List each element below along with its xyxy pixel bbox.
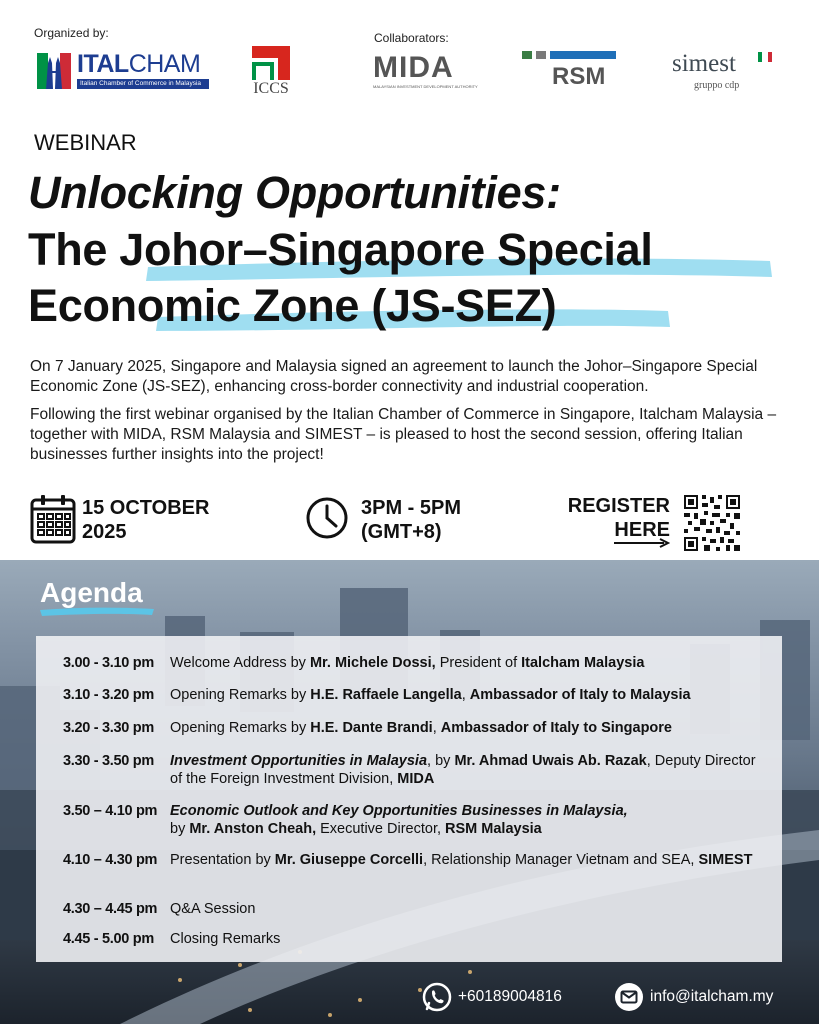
italcham-subtitle: Italian Chamber of Commerce in Malaysia (77, 79, 209, 89)
event-title-line-1: Unlocking Opportunities: (28, 167, 561, 218)
intro-paragraph-2: Following the first webinar organised by the Italian Chamber of Commerce in Singapore, Italcham Malaysia – together with MIDA, RSM Malaysia and SIMEST – is pleased to host the second session, offering Italian businesses further insights into the project! (30, 406, 777, 463)
event-title (28, 165, 808, 345)
event-type: WEBINAR (34, 130, 137, 155)
agenda-description: Q&A Session (170, 901, 256, 917)
agenda-title: Agenda (40, 577, 143, 608)
mida-logo (373, 51, 478, 91)
event-time-text: 3PM - 5PM (GMT+8) (361, 497, 462, 543)
italcham-logo (37, 50, 213, 92)
event-date-text: 15 OCTOBER 2025 (82, 497, 210, 543)
agenda-time: 4.30 – 4.45 pm (63, 901, 158, 917)
mida-wordmark: MIDA (373, 51, 454, 84)
agenda-description: Investment Opportunities in Malaysia, by Mr. Ahmad Uwais Ab. Razak, Deputy Director of the Foreign Investment Division, MIDA (170, 753, 756, 787)
agenda-time: 3.10 - 3.20 pm (63, 687, 154, 703)
iccs-mark-icon (252, 46, 290, 80)
clock-icon (305, 496, 349, 540)
agenda-description: Welcome Address by Mr. Michele Dossi, President of Italcham Malaysia (170, 655, 645, 671)
iccs-text: ICCS (253, 80, 289, 97)
agenda-time: 3.30 - 3.50 pm (63, 753, 154, 769)
event-intro (30, 357, 800, 473)
register-link[interactable] (560, 494, 670, 554)
simest-logo (672, 48, 774, 94)
collaborators-label: Collaborators: (374, 31, 449, 45)
event-title-line-2: The Johor–Singapore Special (28, 224, 653, 275)
qr-code-icon[interactable] (684, 495, 740, 551)
agenda-description: Opening Remarks by H.E. Raffaele Langella, Ambassador of Italy to Malaysia (170, 687, 691, 703)
agenda-time: 3.50 – 4.10 pm (63, 803, 158, 819)
italcham-towers-icon (37, 53, 71, 89)
rsm-bars-icon (522, 51, 616, 59)
italian-flag-icon (758, 52, 772, 62)
agenda-description: Economic Outlook and Key Opportunities Businesses in Malaysia, by Mr. Anston Cheah, Executive Director, RSM Malaysia (170, 803, 628, 837)
agenda-time: 3.00 - 3.10 pm (63, 655, 154, 671)
arrow-right-icon (614, 538, 670, 548)
agenda-description: Opening Remarks by H.E. Dante Brandi, Ambassador of Italy to Singapore (170, 720, 673, 736)
register-text: REGISTER HERE (567, 495, 670, 541)
event-date (30, 494, 250, 550)
agenda-description: Closing Remarks (170, 931, 281, 947)
simest-wordmark: simest (672, 50, 736, 77)
email-address: info@italcham.my (650, 988, 774, 1005)
italcham-wordmark: ITALCHAM (77, 50, 201, 78)
organized-by-label: Organized by: (34, 26, 109, 40)
phone-number: +60189004816 (458, 988, 562, 1005)
whatsapp-icon (422, 982, 452, 1012)
rsm-wordmark: RSM (552, 63, 606, 90)
event-time (305, 494, 495, 550)
agenda-time: 4.10 – 4.30 pm (63, 852, 158, 868)
simest-subtitle: gruppo cdp (694, 80, 740, 91)
rsm-logo (522, 51, 616, 91)
calendar-icon (30, 494, 76, 544)
agenda-description: Presentation by Mr. Giuseppe Corcelli, Relationship Manager Vietnam and SEA, SIMEST (170, 852, 753, 868)
event-title-line-3: Economic Zone (JS-SEZ) (28, 280, 557, 331)
contact-phone[interactable] (422, 982, 582, 1014)
mail-icon (614, 982, 644, 1012)
agenda-time: 4.45 - 5.00 pm (63, 931, 154, 947)
agenda-time: 3.20 - 3.30 pm (63, 720, 154, 736)
intro-paragraph-1: On 7 January 2025, Singapore and Malaysia signed an agreement to launch the Johor–Singapore Special Economic Zone (JS-SEZ), enhancing cross-border connectivity and industrial cooperation. (30, 358, 758, 395)
iccs-logo (250, 46, 292, 100)
mida-subtitle: MALAYSIAN INVESTMENT DEVELOPMENT AUTHORITY (373, 84, 478, 89)
contact-email[interactable] (614, 982, 794, 1014)
